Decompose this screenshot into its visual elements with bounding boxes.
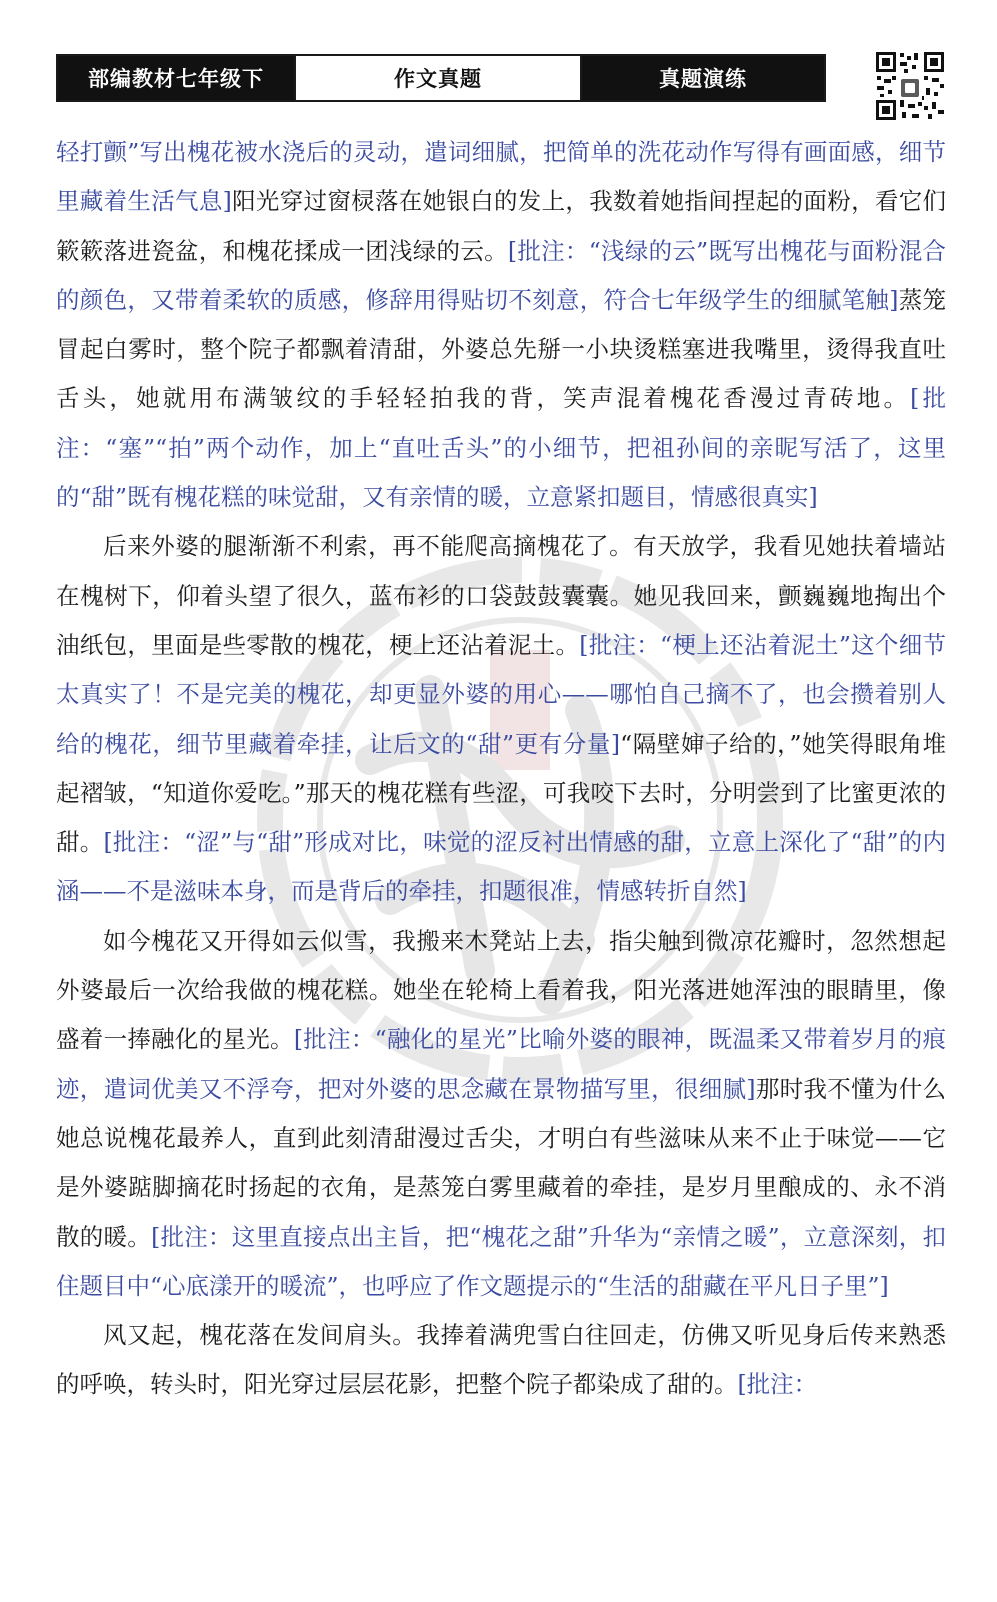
paragraph-1 <box>56 128 946 522</box>
paragraph-3-sentence-1: 如今槐花又开得如云似雪，我搬来木凳站上去，指尖触到微凉花瓣时，忽然想起外婆最后一次给我做的槐花糕。她坐在轮椅上看着我，阳光落进她浑浊的眼睛里，像盛着一捧融化的星光。 <box>56 926 946 1054</box>
paragraph-3 <box>56 917 946 1311</box>
paragraph-2-sentence-2: “隔壁婶子给的，”她笑得眼角堆起褶皱，“知道你爱吃。”那天的槐花糕有些涩，可我咬下去时，分明尝到了比蜜更浓的甜。 <box>56 729 946 857</box>
paragraph-1-annotation-1: 轻打颤”写出槐花被水浇后的灵动，遣词细腻，把简单的洗花动作写得有画面感，细节里藏着生活气息] <box>56 138 946 216</box>
paragraph-3-annotation-2: [批注：这里直接点出主旨，把“槐花之甜”升华为“亲情之暖”，立意深刻，扣住题目中“心底漾开的暖流”，也呼应了作文题提示的“生活的甜藏在平凡日子里”] <box>56 1222 946 1300</box>
paragraph-4-sentence-1: 风又起，槐花落在发间肩头。我捧着满兜雪白往回走，仿佛又听见身后传来熟悉的呼唤，转头时，阳光穿过层层花影，把整个院子都染成了甜的。 <box>56 1321 946 1399</box>
paragraph-2 <box>56 522 946 916</box>
paragraph-4-annotation-1: [批注： <box>737 1370 818 1399</box>
paragraph-1-sentence-3: 蒸笼冒起白雾时，整个院子都飘着清甜，外婆总先掰一小块烫糕塞进我嘴里，烫得我直吐舌头，她就用布满皱纹的手轻轻拍我的背，笑声混着槐花香漫过青砖地。 <box>56 285 947 413</box>
page-header <box>56 54 826 102</box>
essay-body <box>56 128 946 1410</box>
qr-code-icon <box>874 50 946 122</box>
paragraph-2-sentence-1: 后来外婆的腿渐渐不利索，再不能爬高摘槐花了。有天放学，我看见她扶着墙站在槐树下，仰着头望了很久，蓝布衫的口袋鼓鼓囊囊。她见我回来，颤巍巍地掏出个油纸包，里面是些零散的槐花，梗上还沾着泥土。 <box>56 532 946 659</box>
paragraph-3-sentence-2: 那时我不懂为什么她总说槐花最养人，直到此刻清甜漫过舌尖，才明白有些滋味从来不止于味觉——它是外婆踮脚摘花时扬起的衣角，是蒸笼白雾里藏着的牵挂，是岁月里酿成的、永不消散的暖。 <box>56 1074 946 1251</box>
paragraph-2-annotation-2: [批注：“涩”与“甜”形成对比，味觉的涩反衬出情感的甜，立意上深化了“甜”的内涵——不是滋味本身，而是背后的牵挂，扣题很准，情感转折自然] <box>56 828 946 906</box>
paragraph-2-annotation-1: [批注：“梗上还沾着泥土”这个细节太真实了！不是完美的槐花，却更显外婆的用心——哪怕自己摘不了，也会攒着别人给的槐花，细节里藏着牵挂，让后文的“甜”更有分量] <box>56 630 946 758</box>
header-practice-label: 真题演练 <box>582 56 824 100</box>
paragraph-1-annotation-2: [批注：“浅绿的云”既写出槐花与面粉混合的颜色，又带着柔软的质感，修辞用得贴切不刻意，符合七年级学生的细腻笔触] <box>56 236 947 314</box>
paragraph-4 <box>56 1311 946 1410</box>
header-section-title: 作文真题 <box>294 56 582 100</box>
header-grade-label: 部编教材七年级下 <box>58 56 294 100</box>
paragraph-1-sentence-2: 阳光穿过窗棂落在她银白的发上，我数着她指间捏起的面粉，看它们簌簌落进瓷盆，和槐花揉成一团浅绿的云。 <box>56 187 946 265</box>
paragraph-1-annotation-3: [批注：“塞”“拍”两个动作，加上“直吐舌头”的小细节，把祖孙间的亲昵写活了，这里的“甜”既有槐花糕的味觉甜，又有亲情的暖，立意紧扣题目，情感很真实] <box>56 384 947 512</box>
paragraph-3-annotation-1: [批注：“融化的星光”比喻外婆的眼神，既温柔又带着岁月的痕迹，遣词优美又不浮夸，把对外婆的思念藏在景物描写里，很细腻] <box>56 1025 946 1103</box>
